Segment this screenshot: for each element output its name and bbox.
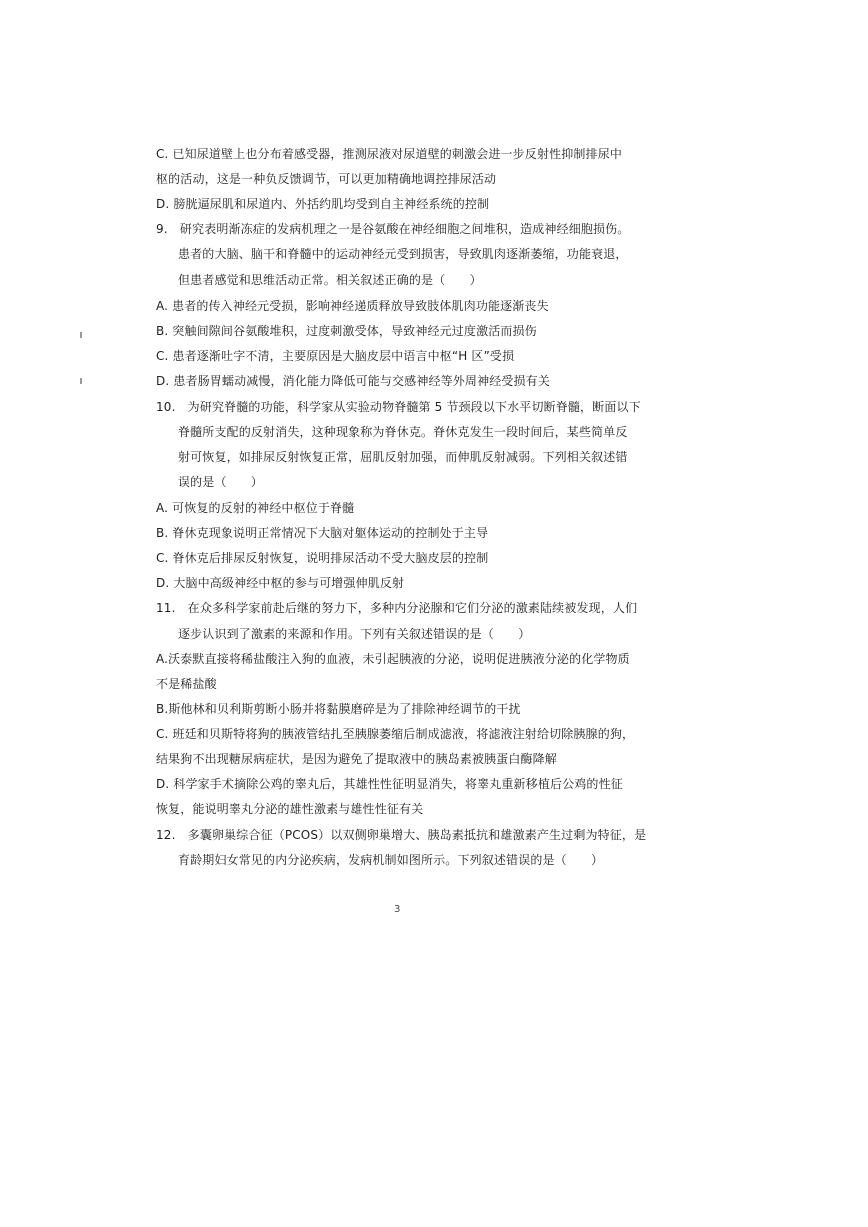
question-11-stem-line-1: 11. 在众多科学家前赴后继的努力下，多种内分泌腺和它们分泌的激素陆续被发现，人们	[156, 601, 638, 615]
question-10-stem-line-3: 射可恢复，如排尿反射恢复正常，屈肌反射加强，而伸肌反射减弱。下列相关叙述错	[178, 450, 628, 464]
option-8d: D. 膀胱逼尿肌和尿道内、外括约肌均受到自主神经系统的控制	[156, 197, 490, 211]
option-11c-line-1: C. 班廷和贝斯特将狗的胰液管结扎至胰腺萎缩后制成滤液，将滤液注射给切除胰腺的狗，	[156, 727, 635, 741]
option-9d: D. 患者肠胃蠕动减慢，消化能力降低可能与交感神经等外周神经受损有关	[156, 374, 550, 388]
option-9b: B. 突触间隙间谷氨酸堆积，过度刺激受体，导致神经元过度激活而损伤	[156, 324, 537, 338]
option-11d-line-2: 恢复，能说明睾丸分泌的雄性激素与雄性性征有关	[156, 802, 424, 816]
question-11-stem-line-2: 逐步认识到了激素的来源和作用。下列有关叙述错误的是（ ）	[178, 627, 531, 641]
question-10-stem-line-4: 误的是（ ）	[178, 475, 264, 489]
option-8c-line-2: 枢的活动，这是一种负反馈调节，可以更加精确地调控排尿活动	[156, 172, 497, 186]
option-9a: A. 患者的传入神经元受损，影响神经递质释放导致肢体肌肉功能逐渐丧失	[156, 299, 549, 313]
option-11c-line-2: 结果狗不出现糖尿病症状，是因为避免了提取液中的胰岛素被胰蛋白酶降解	[156, 752, 557, 766]
question-9-stem-line-2: 患者的大脑、脑干和脊髓中的运动神经元受到损害，导致肌肉逐渐萎缩，功能衰退，	[178, 247, 628, 261]
option-10a: A. 可恢复的反射的神经中枢位于脊髓	[156, 501, 355, 515]
option-10d: D. 大脑中高级神经中枢的参与可增强伸肌反射	[156, 576, 405, 590]
option-11d-line-1: D. 科学家手术摘除公鸡的睾丸后，其雄性性征明显消失，将睾丸重新移植后公鸡的性征	[156, 777, 623, 791]
question-9-stem-line-3: 但患者感觉和思维活动正常。相关叙述正确的是（ ）	[178, 273, 482, 287]
option-10c: C. 脊休克后排尿反射恢复，说明排尿活动不受大脑皮层的控制	[156, 551, 489, 565]
question-10-stem-line-1: 10. 为研究脊髓的功能，科学家从实验动物脊髓第 5 节颈段以下水平切断脊髓，断面以下	[156, 400, 641, 414]
option-8c-line-1: C. 已知尿道壁上也分布着感受器，推测尿液对尿道壁的刺激会进一步反射性抑制排尿中	[156, 147, 623, 161]
option-11a-line-2: 不是稀盐酸	[156, 677, 217, 691]
option-11b: B.斯他林和贝利斯剪断小肠并将黏膜磨碎是为了排除神经调节的干扰	[156, 702, 521, 716]
page-number: 3	[394, 904, 401, 915]
option-10b: B. 脊休克现象说明正常情况下大脑对躯体运动的控制处于主导	[156, 526, 489, 540]
scan-artifact-mark	[80, 332, 82, 338]
question-10-stem-line-2: 脊髓所支配的反射消失，这种现象称为脊休克。脊休克发生一段时间后，某些简单反	[178, 425, 628, 439]
scan-artifact-mark	[80, 378, 82, 384]
question-12-stem-line-2: 育龄期妇女常见的内分泌疾病，发病机制如图所示。下列叙述错误的是（ ）	[178, 853, 604, 867]
question-12-stem-line-1: 12. 多囊卵巢综合征（PCOS）以双侧卵巢增大、胰岛素抵抗和雄激素产生过剩为特征，是	[156, 828, 647, 842]
option-9c: C. 患者逐渐吐字不清，主要原因是大脑皮层中语言中枢“H 区”受损	[156, 349, 515, 363]
option-11a-line-1: A.沃泰默直接将稀盐酸注入狗的血液，未引起胰液的分泌，说明促进胰液分泌的化学物质	[156, 652, 630, 666]
question-9-stem-line-1: 9. 研究表明渐冻症的发病机理之一是谷氨酸在神经细胞之间堆积，造成神经细胞损伤。	[156, 222, 630, 236]
